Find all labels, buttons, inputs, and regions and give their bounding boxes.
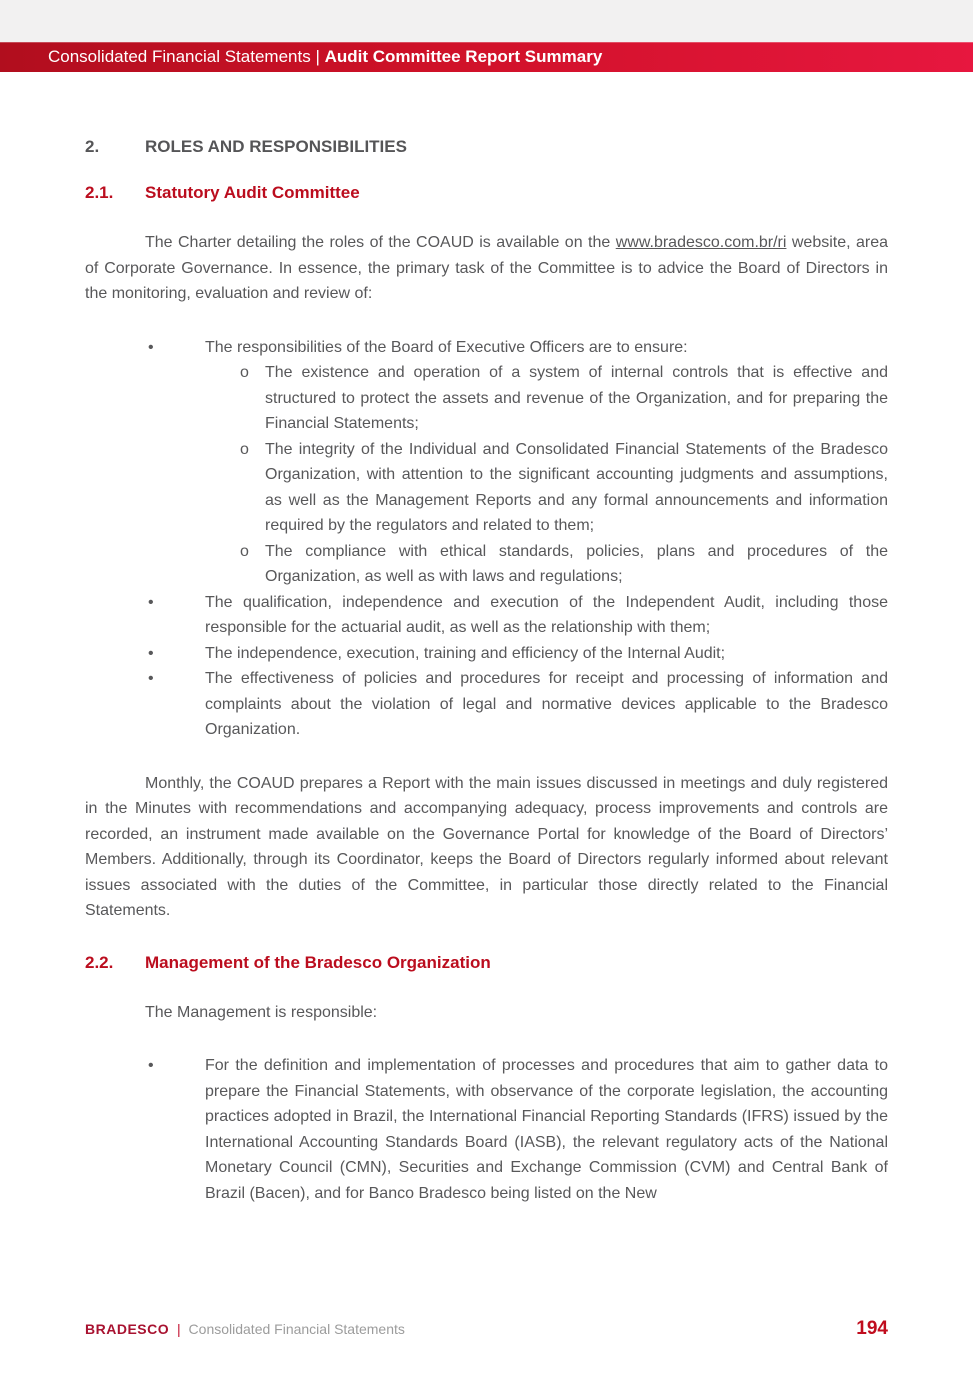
circle-bullet-icon: o (240, 440, 249, 458)
list-item-text: The qualification, independence and execution of the Independent Audit, including those responsible for the actuarial audit, as well as the relationship with them; (205, 593, 888, 636)
bradesco-ri-link[interactable]: www.bradesco.com.br/ri (615, 234, 787, 251)
page-header-bar (0, 42, 973, 72)
brand-logo-text: BRADESCO (85, 1321, 170, 1337)
sub-list-item (240, 360, 888, 437)
footer-label: Consolidated Financial Statements (188, 1321, 405, 1337)
bullet-list-2-2 (85, 1053, 888, 1206)
list-item-text: The independence, execution, training and efficiency of the Internal Audit; (205, 644, 726, 662)
header-title-separator: | (315, 47, 325, 66)
section-heading-2-2 (85, 952, 888, 974)
footer-left (85, 1321, 405, 1337)
section-title: Management of the Bradesco Organization (145, 952, 491, 972)
viewer-top-strip (0, 0, 973, 42)
section-title: ROLES AND RESPONSIBILITIES (145, 137, 407, 156)
paragraph-text: The Charter detailing the roles of the COAUD is available on the (145, 234, 616, 251)
list-item-text: The responsibilities of the Board of Executive Officers are to ensure: (205, 338, 688, 356)
list-item (148, 666, 888, 743)
list-item-text: For the definition and implementation of processes and procedures that aim to gather data to prepare the Financial Statements, with observance of the corporate legislation, the accounting practices adopted in Brazil, the International Financial Reporting Standards (IFRS) issued by the International Accounting Standards Board (IASB), the relevant regulatory acts of the National Monetary Council (CMN), Securities and Exchange Commission (CVM) and Central Bank of Brazil (Bacen), and for Banco Bradesco being listed on the New (205, 1057, 888, 1202)
list-item (148, 590, 888, 641)
section-number: 2.1. (85, 183, 114, 202)
paragraph-text: website, area of Corporate Governance. In essence, the primary task of the Committee is to advice the Board of Directors in the monitoring, evaluation and review of: (85, 234, 889, 302)
bullet-icon: • (148, 593, 154, 611)
header-title-regular: Consolidated Financial Statements (48, 47, 316, 66)
section-heading-2-1 (85, 182, 888, 204)
header-title-bold: Audit Committee Report Summary (324, 47, 603, 66)
list-item-text: The compliance with ethical standards, policies, plans and procedures of the Organization, as well as with laws and regulations; (265, 542, 888, 585)
bullet-icon: • (148, 670, 154, 687)
paragraph-charter (85, 230, 888, 307)
section-number: 2.2. (85, 952, 114, 972)
list-item-text: The integrity of the Individual and Consolidated Financial Statements of the Bradesco Organization, with attention to the significant accounting judgments and assumptions, as well as the Management Reports and any formal announcements and information required by the regulators and related to them; (265, 440, 888, 534)
bullet-icon: • (148, 338, 154, 356)
bullet-icon: • (148, 1057, 154, 1074)
bullet-list-2-1 (85, 335, 888, 743)
list-item-text: The existence and operation of a system of internal controls that is effective and structured to protect the assets and revenue of the Organization, and for preparing the Financial Statements; (265, 364, 888, 432)
page-number: 194 (856, 1318, 888, 1339)
list-item (148, 1053, 888, 1206)
paragraph-management: The Management is responsible: (145, 1003, 378, 1021)
section-heading-2 (85, 136, 888, 158)
sub-list-item (240, 437, 888, 539)
sub-list-item (240, 539, 888, 590)
bullet-icon: • (148, 644, 154, 662)
document-body (85, 136, 888, 1206)
circle-bullet-icon: o (240, 542, 249, 560)
paragraph-monthly: Monthly, the COAUD prepares a Report with the main issues discussed in meetings and duly registered in the Minutes with recommendations and accompanying adequacy, process improvements and controls are recorded, an instrument made available on the Governance Portal for knowledge of the Board of Directors’ Members. Additionally, through its Coordinator, keeps the Board of Directors regularly informed about relevant issues associated with the duties of the Committee, in particular those directly related to the Financial Statements. (85, 774, 888, 919)
page-footer (85, 1318, 888, 1340)
section-number: 2. (85, 137, 100, 156)
list-item (148, 641, 888, 667)
section-title: Statutory Audit Committee (145, 183, 360, 202)
footer-separator: | (177, 1321, 181, 1337)
list-item-text: The effectiveness of policies and procedures for receipt and processing of information and complaints about the violation of legal and normative devices applicable to the Bradesco Organization. (205, 670, 888, 738)
list-item (148, 335, 888, 361)
circle-bullet-icon: o (240, 364, 249, 381)
